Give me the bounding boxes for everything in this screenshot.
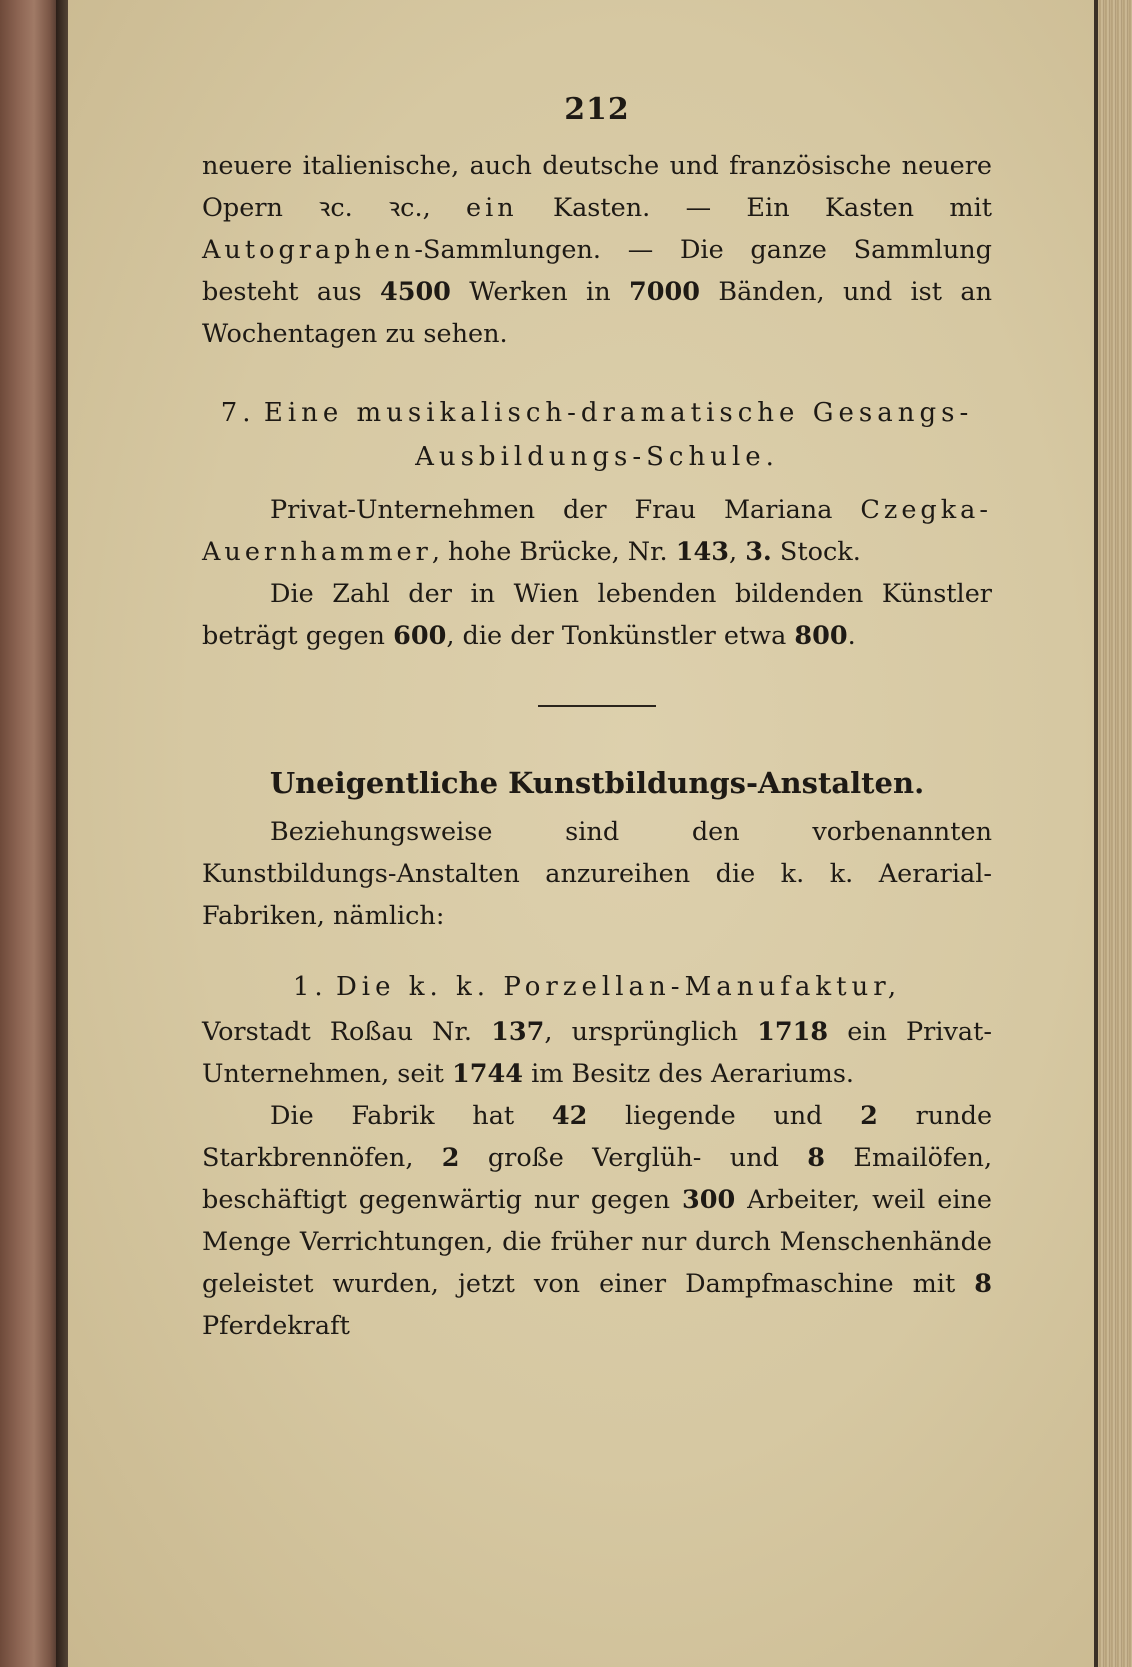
item-7-heading	[202, 391, 992, 479]
item-1-number: 1.	[292, 972, 328, 1002]
page-number: 212	[564, 92, 630, 127]
paragraph-vorstadt: Vorstadt Roßau Nr. 137, ursprünglich 1718 ein Privat-Unternehmen, seit 1744 im Besitz des Aerariums.	[202, 1017, 993, 1089]
page-block-edge	[1098, 0, 1132, 1667]
paragraph-fabrik: Die Fabrik hat 42 liegende und 2 runde Starkbrennöfen, 2 große Verglüh- und 8 Emailöfen, beschäftigt gegenwärtig nur gegen 300 Arbeiter, weil eine Menge Verrichtungen, die früher nur durch Menschenhände geleistet wurden, jetzt von einer Dampfmaschine mit 8 Pferdekraft	[202, 1101, 993, 1341]
paragraph-zahl: Die Zahl der in Wien lebenden bildenden Künstler beträgt gegen 600, die der Tonkünstler etwa 800.	[202, 579, 992, 651]
item-7-title-line1: Eine musikalisch-dramatische Gesangs-	[263, 398, 974, 428]
paragraph-section-intro: Beziehungsweise sind den vorbenannten Kunstbildungs-Anstalten anzureihen die k. k. Aerarial-Fabriken, nämlich:	[202, 817, 992, 931]
page-text-block	[202, 92, 992, 1347]
item-1-title: Die k. k. Porzellan-Manufaktur,	[335, 972, 902, 1002]
book-cover-edge	[0, 0, 62, 1667]
section-title: Uneigentliche Kunstbildungs-Anstalten.	[269, 766, 925, 800]
book-page	[68, 0, 1096, 1667]
item-1-heading	[202, 965, 992, 1009]
paragraph-privat: Privat-Unternehmen der Frau Mariana Czegka-Auernhammer, hohe Brücke, Nr. 143, 3. Stock.	[202, 495, 993, 567]
paragraph-top: neuere italienische, auch deutsche und französische neuere Opern ꝛc. ꝛc., ein Kasten. — Ein Kasten mit Autographen-Sammlungen. — Die ganze Sammlung besteht aus 4500 Werken in 7000 Bänden, und ist an Wochentagen zu sehen.	[202, 151, 992, 349]
item-7-number: 7.	[220, 398, 256, 428]
item-7-title-line2: Ausbildungs-Schule.	[415, 442, 779, 472]
section-divider	[538, 705, 656, 707]
